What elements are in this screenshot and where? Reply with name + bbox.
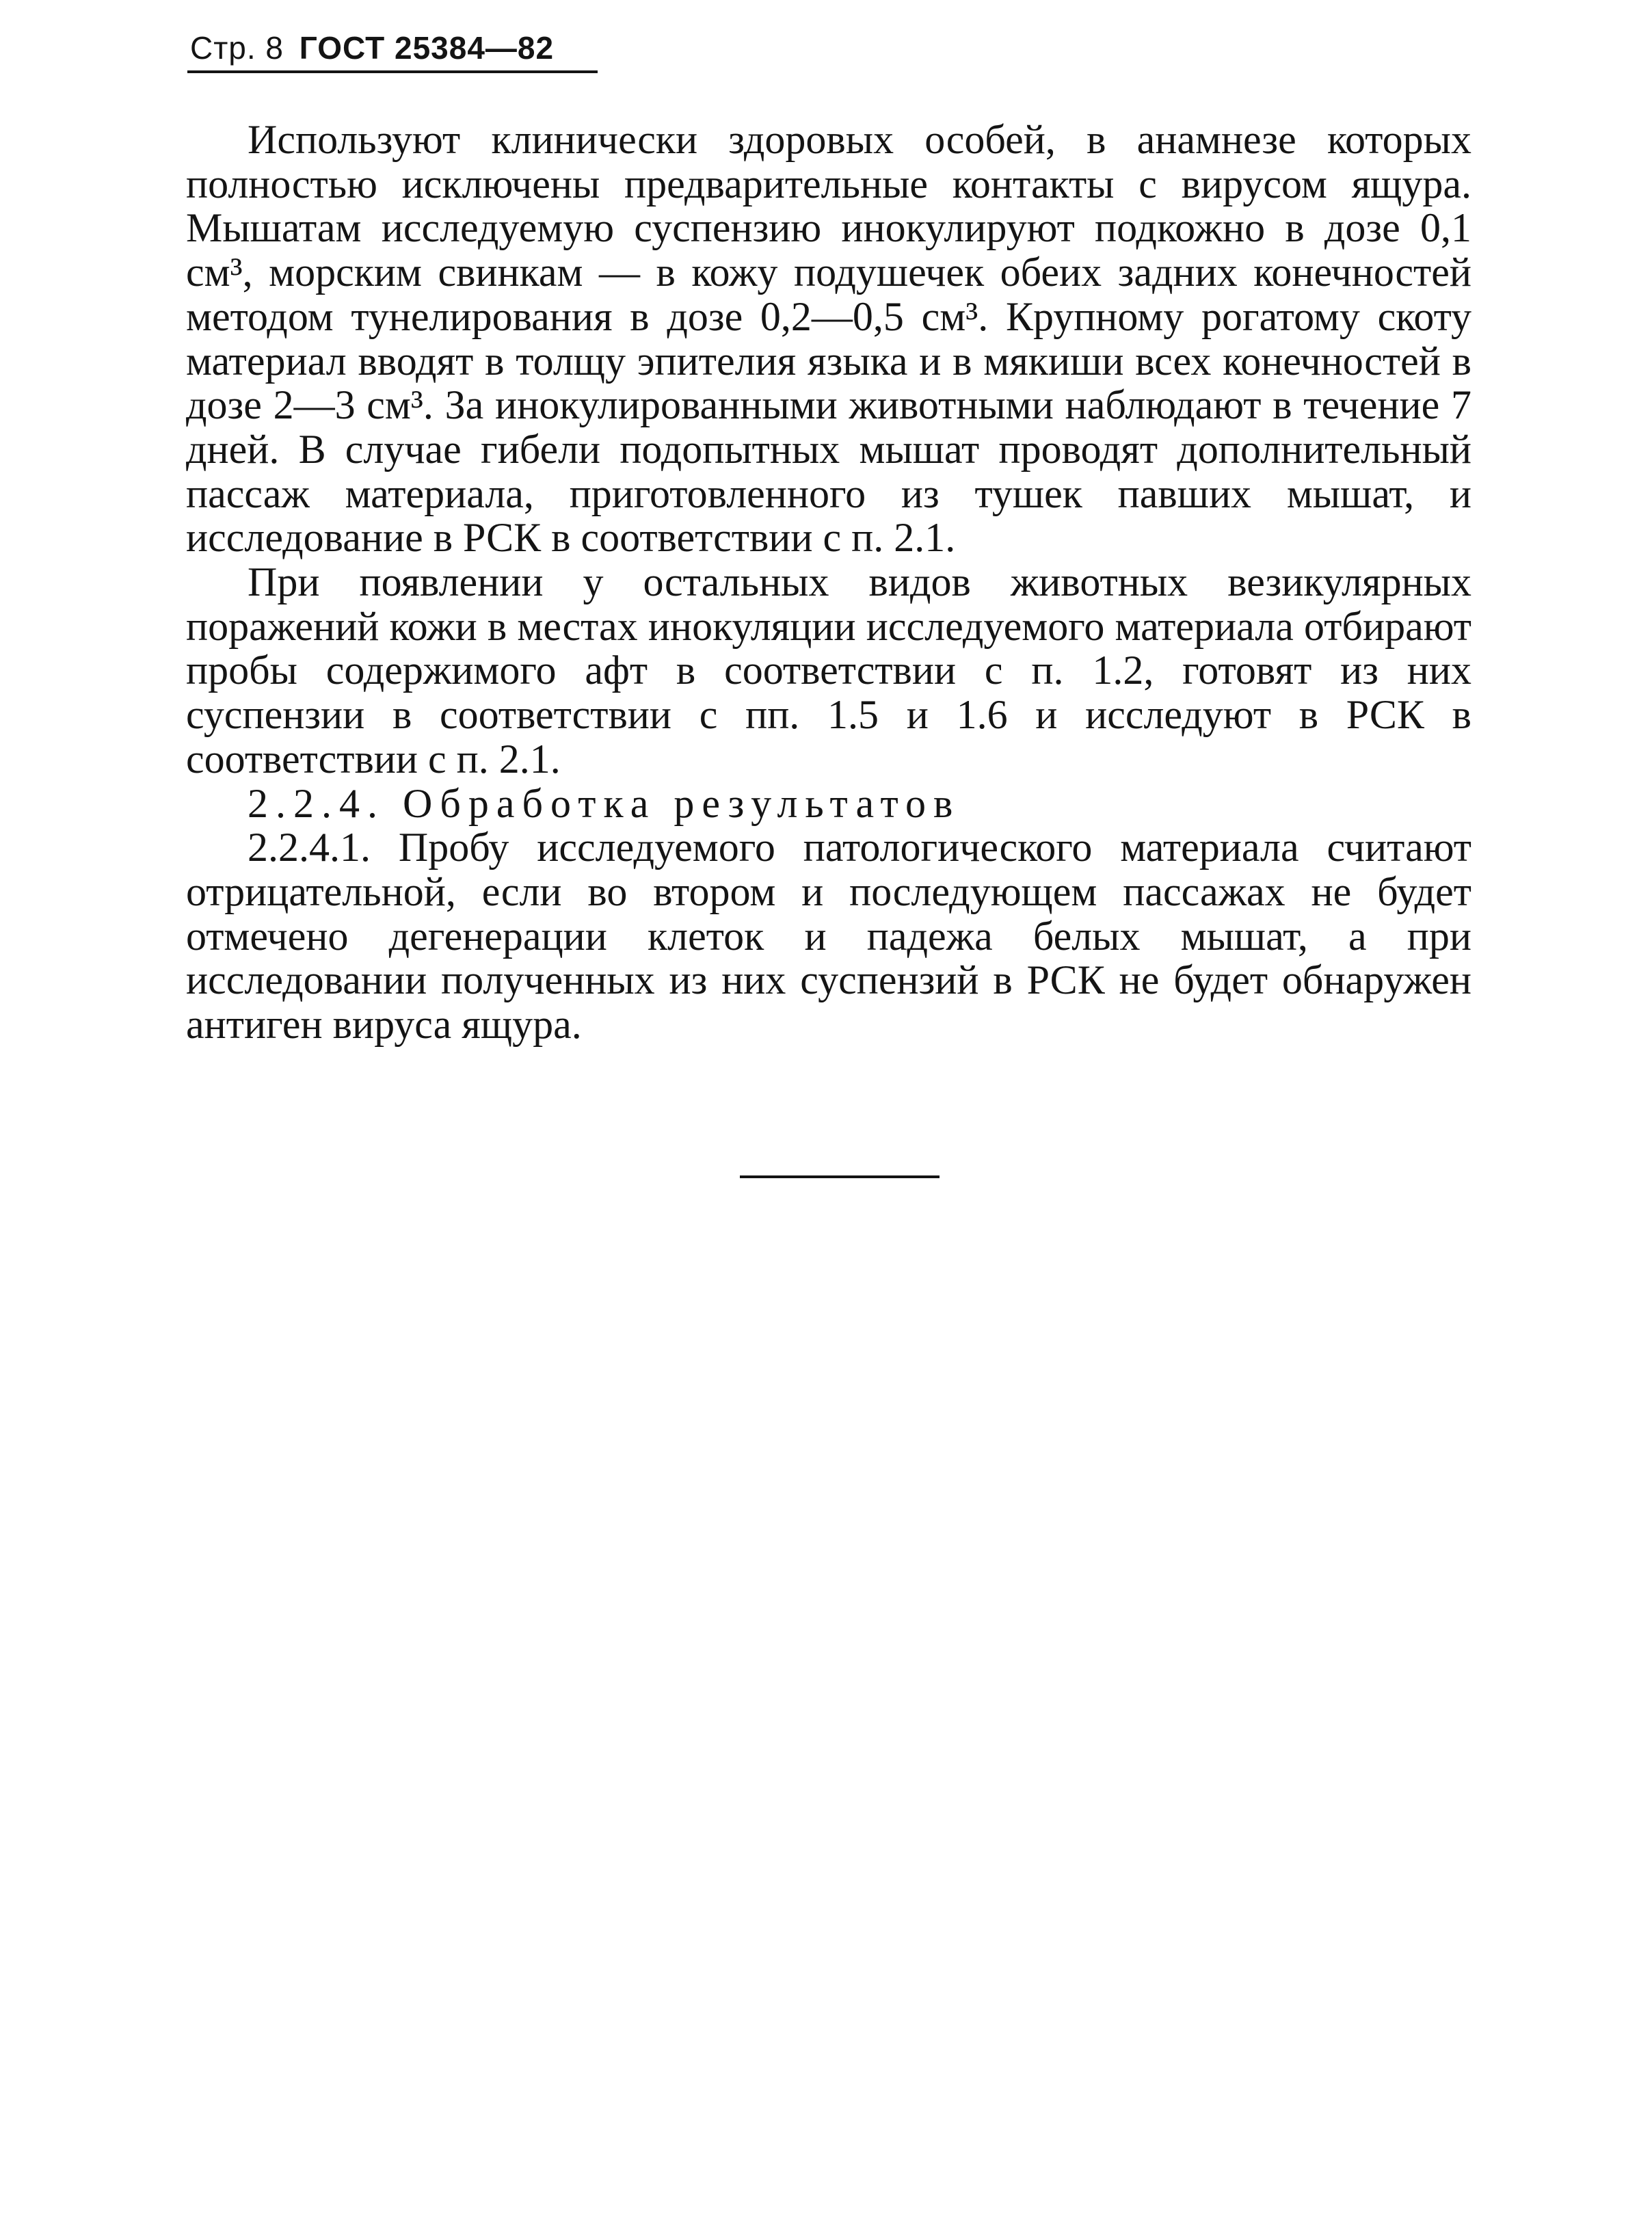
document-body	[186, 118, 1471, 1047]
page-number-label: Стр. 8	[190, 30, 284, 66]
paragraph-vesicular-lesions: При появлении у остальных видов животных везикулярных поражений кожи в местах инокуляции исследуемого материала отбирают пробы содержимого афт в соответствии с п. 1.2, готовят из них суспензии в соответствии с пп. 1.5 и 1.6 и исследуют в РСК в соответствии с п. 2.1.	[186, 559, 1471, 782]
end-of-text-divider	[740, 1175, 940, 1178]
section-heading-results-processing: 2.2.4. Обработка результатов	[248, 780, 961, 826]
page-header	[190, 19, 600, 77]
paragraph-negative-result: 2.2.4.1. Пробу исследуемого патологического материала считают отрицательной, если во втором и последующем пассажах не будет отмечено дегенерации клеток и падежа белых мышат, а при исследовании полученных из них суспензий в РСК не будет обнаружен антиген вируса ящура.	[186, 825, 1471, 1048]
paragraph-animal-inoculation: Используют клинически здоровых особей, в анамнезе которых полностью исключены предварительные контакты с вирусом ящура. Мышатам исследуемую суспензию инокулируют подкожно в дозе 0,1 см³, морским свинкам — в кожу подушечек обеих задних конечностей методом тунелирования в дозе 0,2—0,5 см³. Крупному рогатому скоту материал вводят в толщу эпителия языка и в мякиши всех конечностей в дозе 2—3 см³. За инокулированными животными наблюдают в течение 7 дней. В случае гибели подопытных мышат проводят дополнительный пассаж материала, приготовленного из тушек павших мышат, и исследование в РСК в соответствии с п. 2.1.	[186, 117, 1471, 561]
standard-code: ГОСТ 25384—82	[299, 30, 555, 66]
header-divider	[187, 70, 598, 73]
